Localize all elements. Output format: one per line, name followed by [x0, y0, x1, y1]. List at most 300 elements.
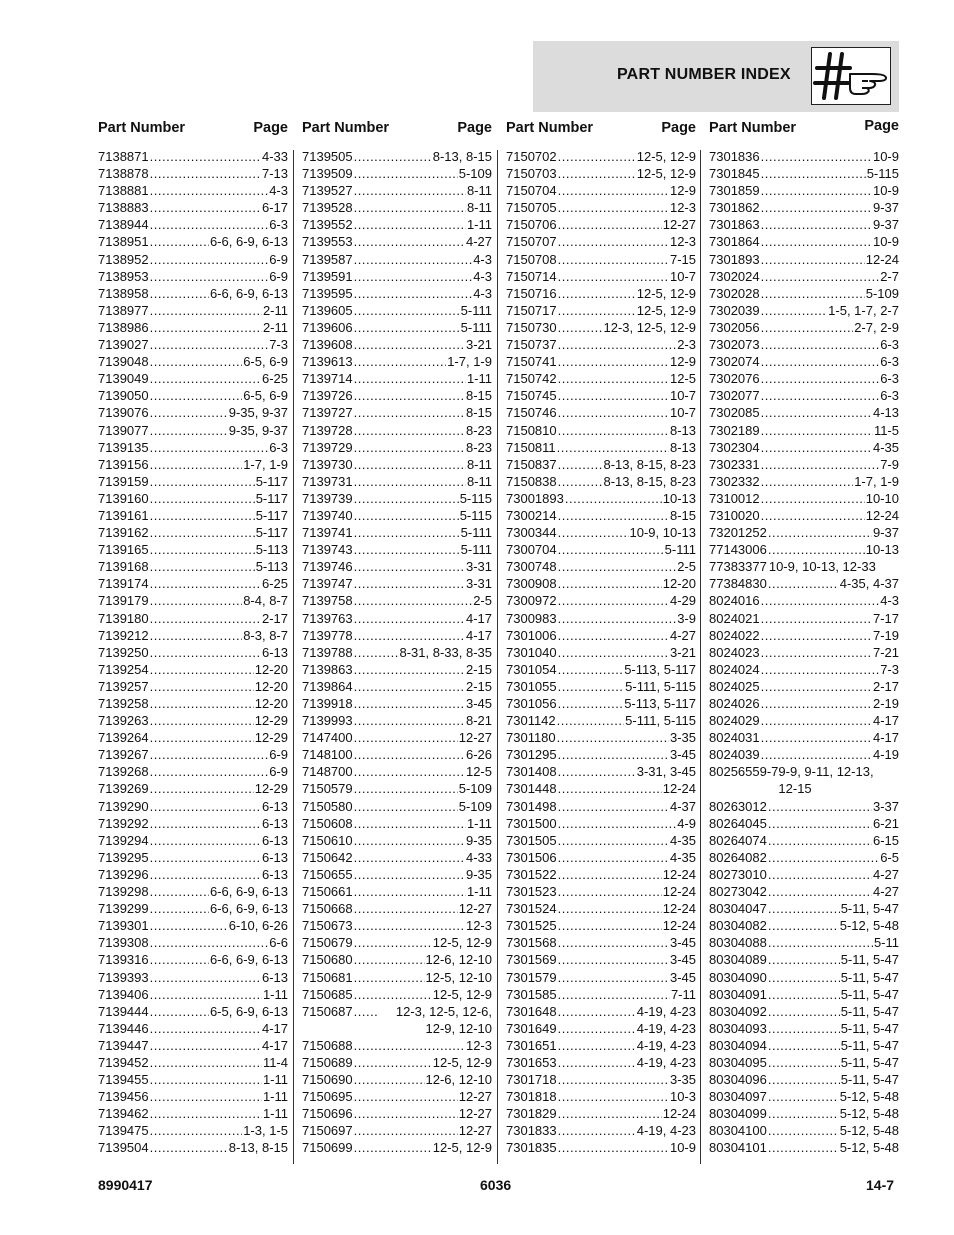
- part-number: 80304099: [709, 1106, 767, 1122]
- part-number: 7139729: [302, 439, 353, 455]
- dot-leader: [558, 524, 629, 541]
- dot-leader: [558, 1088, 669, 1105]
- page-reference: 4-17: [261, 1037, 288, 1053]
- page-reference: 12-20: [254, 696, 288, 711]
- page-reference: 12-5, 12-9: [432, 986, 492, 1002]
- dot-leader: [354, 268, 473, 285]
- dot-leader: [150, 1088, 262, 1105]
- dot-leader: [150, 798, 261, 815]
- page-reference: 11-4: [262, 1054, 288, 1070]
- page-reference: 12-24: [662, 918, 696, 934]
- index-row: [98, 422, 288, 439]
- part-number: 7139863: [302, 661, 353, 677]
- index-row: [709, 746, 899, 763]
- part-number: 7301649: [506, 1020, 557, 1036]
- dot-leader: [558, 507, 669, 524]
- dot-leader: [557, 439, 669, 456]
- dot-leader: [150, 473, 255, 490]
- page-reference: 3-31, 3-45: [636, 764, 696, 780]
- page-reference: 1-11: [466, 217, 492, 233]
- part-number: 7139730: [302, 456, 353, 472]
- part-number-heading: Part Number: [302, 120, 390, 136]
- part-number: 7301579: [506, 969, 557, 985]
- dot-leader: [150, 951, 209, 968]
- part-number: 7139728: [302, 422, 353, 438]
- index-row: [506, 780, 696, 797]
- index-row: [709, 148, 899, 165]
- dot-leader: [558, 883, 662, 900]
- part-number: 7150608: [302, 815, 353, 831]
- index-row: [506, 336, 696, 353]
- part-number: 7301142: [506, 713, 556, 729]
- part-number: 7301568: [506, 935, 557, 951]
- part-number: 7139727: [302, 405, 353, 421]
- page-reference: 3-45: [669, 935, 696, 951]
- part-number: 7139455: [98, 1072, 149, 1088]
- page-reference: 6-13: [261, 969, 288, 985]
- dot-leader: [150, 422, 228, 439]
- page-reference: 2-5: [677, 559, 696, 575]
- index-row: [709, 969, 899, 986]
- page-reference: 3-35: [669, 730, 696, 746]
- part-number: 7301525: [506, 918, 557, 934]
- part-number: 7139591: [302, 268, 353, 284]
- part-number: 7139258: [98, 696, 149, 711]
- page-heading: Page: [864, 118, 899, 134]
- index-row: [709, 182, 899, 199]
- index-row: [709, 336, 899, 353]
- part-number: 80264074: [709, 832, 767, 848]
- dot-leader: [354, 644, 399, 661]
- page-reference: 2-17: [872, 678, 899, 694]
- dot-leader: [354, 490, 459, 507]
- part-number-heading: Part Number: [506, 120, 594, 136]
- page-reference: 10-3: [669, 1089, 696, 1105]
- part-number: 7139162: [98, 525, 149, 541]
- dot-leader: [150, 592, 243, 609]
- dot-leader: [761, 610, 872, 627]
- page-heading: Page: [253, 120, 288, 136]
- dot-leader: [354, 404, 465, 421]
- part-number: 7139746: [302, 559, 353, 575]
- index-row: [506, 353, 696, 370]
- index-list: [709, 148, 899, 1157]
- page-reference: 12-3: [669, 200, 696, 216]
- part-number: 7139509: [302, 166, 353, 182]
- part-number: 7150730: [506, 319, 557, 335]
- index-row: [506, 900, 696, 917]
- part-number: 7150690: [302, 1072, 353, 1088]
- page-reference: 12-27: [458, 901, 492, 917]
- dot-leader: [761, 336, 880, 353]
- dot-leader: [354, 336, 465, 353]
- dot-leader: [558, 644, 669, 661]
- index-row: [302, 712, 492, 729]
- dot-leader: [354, 182, 466, 199]
- index-row: [506, 302, 696, 319]
- dot-leader: [150, 1003, 209, 1020]
- dot-leader: [354, 1139, 432, 1156]
- page-reference: 12-5, 12-9: [636, 166, 696, 182]
- page-reference: 2-7: [880, 268, 899, 284]
- part-number: 7150689: [302, 1054, 353, 1070]
- index-row: [98, 302, 288, 319]
- index-row: [302, 285, 492, 302]
- part-number: 80304082: [709, 918, 767, 934]
- dot-leader: [565, 490, 662, 507]
- part-number: 7139049: [98, 371, 149, 387]
- dot-leader: [150, 1122, 243, 1139]
- index-row: [98, 473, 288, 490]
- dot-leader: [761, 490, 865, 507]
- part-number: 7150706: [506, 217, 557, 233]
- part-number: 7301862: [709, 200, 760, 216]
- index-row: [709, 866, 899, 883]
- dot-leader: [558, 900, 662, 917]
- index-row: [302, 969, 492, 986]
- part-number: 7150708: [506, 251, 557, 267]
- index-row: [709, 353, 899, 370]
- page-reference: 6-3: [880, 388, 899, 404]
- part-number: 7139714: [302, 371, 353, 387]
- page-reference: 10-9: [669, 1140, 696, 1156]
- part-number: 7150746: [506, 405, 557, 421]
- part-number: 7139605: [302, 302, 353, 318]
- dot-leader: [558, 1139, 669, 1156]
- index-row: [709, 678, 899, 695]
- page-reference: 5-113: [255, 542, 288, 558]
- index-row: [98, 610, 288, 627]
- page-reference: 6-5, 6-9: [243, 354, 288, 370]
- index-row: [506, 422, 696, 439]
- dot-leader: [768, 524, 872, 541]
- dot-leader: [558, 1071, 669, 1088]
- part-number: 80273010: [709, 866, 767, 882]
- page-reference: 12-5, 12-10: [425, 969, 492, 985]
- part-number: 80304089: [709, 952, 767, 968]
- dot-leader: [150, 883, 209, 900]
- index-row: [302, 900, 492, 917]
- page-reference: 5-12, 5-48: [839, 1089, 899, 1105]
- dot-leader: [768, 986, 840, 1003]
- dot-leader: [150, 439, 269, 456]
- dot-leader: [558, 319, 603, 336]
- part-number: 7150699: [302, 1140, 353, 1156]
- dot-leader: [558, 233, 669, 250]
- part-number: 7139788: [302, 644, 353, 660]
- part-number: 7139446: [98, 1020, 149, 1036]
- dot-leader: [558, 251, 669, 268]
- dot-leader: [150, 541, 255, 558]
- page-reference: 5-109: [458, 781, 492, 797]
- page-reference: 12-5: [465, 764, 492, 780]
- index-row: [709, 490, 899, 507]
- dot-leader: [558, 695, 624, 712]
- index-row: [302, 917, 492, 934]
- index-row: [98, 746, 288, 763]
- dot-leader: [768, 815, 872, 832]
- dot-leader: [354, 678, 465, 695]
- part-number: 7302073: [709, 337, 760, 353]
- index-row: [506, 524, 696, 541]
- dot-leader: [558, 404, 669, 421]
- index-row: [506, 558, 696, 575]
- page-reference: 6-9: [269, 268, 288, 284]
- index-row: [709, 917, 899, 934]
- dot-leader: [354, 934, 432, 951]
- index-row: [506, 233, 696, 250]
- page-reference: 7-3: [880, 661, 899, 677]
- index-row: [98, 439, 288, 456]
- part-number: 7301006: [506, 627, 557, 643]
- part-number: 7300214: [506, 507, 557, 523]
- dot-leader: [558, 592, 669, 609]
- page-reference: 4-13: [872, 405, 899, 421]
- part-number: 7139447: [98, 1037, 149, 1053]
- page-reference: 4-17: [872, 730, 899, 746]
- page-reference: 6-13: [261, 644, 288, 660]
- dot-leader: [150, 1037, 261, 1054]
- index-row: [709, 883, 899, 900]
- page-reference: 5-111: [460, 542, 492, 558]
- page-reference: 6-9: [269, 747, 288, 763]
- index-row: [302, 610, 492, 627]
- index-row: [506, 832, 696, 849]
- index-row: [302, 678, 492, 695]
- index-row: [98, 969, 288, 986]
- index-row: [98, 233, 288, 250]
- part-number: 7139254: [98, 661, 149, 677]
- page-reference: 1-5, 1-7, 2-7: [828, 302, 899, 318]
- part-number: 7301835: [506, 1140, 557, 1156]
- dot-leader: [354, 849, 465, 866]
- page-reference: 8-11: [466, 183, 492, 199]
- page-reference: 6-13: [261, 815, 288, 831]
- page-reference: 10-7: [669, 388, 696, 404]
- dot-leader: [768, 951, 840, 968]
- index-column-4: [709, 118, 899, 1157]
- part-number: 7139740: [302, 507, 353, 523]
- dot-leader: [150, 216, 269, 233]
- index-row: [506, 1054, 696, 1071]
- page-reference: 6-21: [872, 815, 899, 831]
- part-number: 8024016: [709, 593, 760, 609]
- index-row: [709, 1054, 899, 1071]
- dot-leader: [150, 1054, 262, 1071]
- part-number: 7150838: [506, 473, 557, 489]
- page-reference: 12-29: [254, 781, 288, 797]
- part-number: 7139758: [302, 593, 353, 609]
- dot-leader: [768, 1088, 839, 1105]
- index-row: [302, 199, 492, 216]
- index-row: [506, 473, 696, 490]
- index-row: [302, 456, 492, 473]
- part-number: 7139743: [302, 542, 353, 558]
- part-number: 7150673: [302, 918, 353, 934]
- part-number: 7150642: [302, 849, 353, 865]
- page-reference: 5-12, 5-48: [839, 1123, 899, 1139]
- index-row: [506, 404, 696, 421]
- page-reference: 6-13: [261, 849, 288, 865]
- dot-leader: [768, 1071, 840, 1088]
- part-number: 7139747: [302, 576, 353, 592]
- page-reference: 5-12, 5-48: [839, 1140, 899, 1156]
- page-reference: 12-5, 12-9: [636, 285, 696, 301]
- dot-leader: [354, 541, 460, 558]
- part-number: 7139165: [98, 542, 149, 558]
- part-number: 7139552: [302, 217, 353, 233]
- page-reference: 2-17: [261, 610, 288, 626]
- index-row: [302, 832, 492, 849]
- part-number: 7302085: [709, 405, 760, 421]
- index-row: [506, 1105, 696, 1122]
- part-number: 73201252: [709, 525, 767, 541]
- part-number: 7150579: [302, 781, 353, 797]
- dot-leader: [354, 986, 432, 1003]
- part-number: 7139505: [302, 149, 353, 164]
- dot-leader: [768, 1139, 839, 1156]
- index-row: [302, 934, 492, 951]
- dot-leader: [558, 575, 662, 592]
- index-row: [709, 541, 899, 558]
- index-row: [98, 182, 288, 199]
- index-row: [98, 524, 288, 541]
- part-number: 7138977: [98, 302, 149, 318]
- page-reference: 6-6, 6-9, 6-13: [209, 952, 288, 968]
- page-reference: 12-3, 12-5, 12-6, 12-9, 12-10: [395, 1003, 492, 1036]
- dot-leader: [557, 729, 669, 746]
- part-number: 7301893: [709, 251, 760, 267]
- page-reference: 6-25: [261, 371, 288, 387]
- dot-leader: [150, 387, 243, 404]
- index-row: [506, 541, 696, 558]
- part-number: 7150717: [506, 302, 557, 318]
- index-row: [302, 1037, 492, 1054]
- page-reference: 8-11: [466, 200, 492, 216]
- part-number: 80264082: [709, 849, 767, 865]
- part-number: 7139168: [98, 559, 149, 575]
- part-number: 7139294: [98, 832, 149, 848]
- index-row: [709, 575, 899, 592]
- part-number: 7301863: [709, 217, 760, 233]
- dot-leader: [150, 763, 269, 780]
- dot-leader: [558, 610, 677, 627]
- index-row: [506, 969, 696, 986]
- part-number: 7139269: [98, 781, 149, 797]
- part-number: 7150745: [506, 388, 557, 404]
- column-header: [709, 118, 899, 148]
- dot-leader: [150, 336, 269, 353]
- page-reference: 6-10, 6-26: [228, 918, 288, 934]
- page-reference: 4-19, 4-23: [636, 1037, 696, 1053]
- part-number: 80304047: [709, 901, 767, 917]
- dot-leader: [558, 917, 662, 934]
- index-row: [302, 558, 492, 575]
- page-reference: 5-117: [255, 525, 288, 541]
- page-reference: 8-15: [465, 405, 492, 421]
- index-row: [98, 1054, 288, 1071]
- part-number: 7139292: [98, 815, 149, 831]
- part-number: 7150837: [506, 456, 557, 472]
- part-number: 73001893: [506, 490, 564, 506]
- page-reference: 7-13: [261, 166, 288, 182]
- part-number: 8024031: [709, 730, 760, 746]
- part-number: 7150681: [302, 969, 353, 985]
- index-row: [98, 763, 288, 780]
- index-row: [506, 575, 696, 592]
- part-number: 7301056: [506, 696, 557, 711]
- dot-leader: [354, 866, 465, 883]
- page-reference: 12-5, 12-9: [432, 935, 492, 951]
- part-number: 7301585: [506, 986, 557, 1002]
- part-number: 7301653: [506, 1054, 557, 1070]
- page-reference: 3-35: [669, 1072, 696, 1088]
- dot-leader: [558, 1020, 636, 1037]
- part-number: 7139595: [302, 285, 353, 301]
- part-number: 7150810: [506, 422, 557, 438]
- index-row: [709, 422, 899, 439]
- column-header: [98, 118, 288, 148]
- index-row: [302, 575, 492, 592]
- index-row: [98, 900, 288, 917]
- index-column-1: [98, 118, 288, 1157]
- index-row: [302, 353, 492, 370]
- index-row: [506, 678, 696, 695]
- dot-leader: [354, 1003, 379, 1020]
- dot-leader: [558, 370, 669, 387]
- part-number: 7148700: [302, 764, 353, 780]
- part-number: 7138881: [98, 183, 149, 199]
- index-row: [709, 1037, 899, 1054]
- page-reference: 6-5, 6-9: [243, 388, 288, 404]
- part-number: 7302076: [709, 371, 760, 387]
- page-reference: 5-113: [255, 559, 288, 575]
- part-number: 7150702: [506, 149, 557, 164]
- part-number: 7301498: [506, 798, 557, 814]
- part-number: 7300972: [506, 593, 557, 609]
- page-reference: 8-11: [466, 456, 492, 472]
- part-number: 8024023: [709, 644, 760, 660]
- page-reference: 8-13, 8-15: [432, 149, 492, 164]
- page-reference: 12-3, 12-5, 12-9: [603, 319, 696, 335]
- part-number: 7300344: [506, 525, 557, 541]
- part-number: 7138944: [98, 217, 149, 233]
- page-reference: 3-45: [669, 747, 696, 763]
- page-reference: 5-115: [459, 507, 492, 523]
- dot-leader: [558, 1122, 636, 1139]
- index-row: [98, 780, 288, 797]
- page-reference: 9-35: [465, 832, 492, 848]
- page-reference: 7-21: [872, 644, 899, 660]
- page-reference: 4-37: [669, 798, 696, 814]
- dot-leader: [768, 849, 879, 866]
- dot-leader: [558, 285, 636, 302]
- part-number: 7301523: [506, 884, 557, 900]
- part-number: 7300908: [506, 576, 557, 592]
- index-row: [506, 1071, 696, 1088]
- dot-leader: [558, 216, 662, 233]
- page-reference: 3-21: [465, 337, 492, 353]
- part-number: 7150685: [302, 986, 353, 1002]
- dot-leader: [761, 746, 872, 763]
- index-row: [98, 627, 288, 644]
- part-number: 7301506: [506, 849, 557, 865]
- index-row: [98, 575, 288, 592]
- dot-leader: [761, 268, 880, 285]
- page-reference: 6-3: [269, 217, 288, 233]
- page-reference: 6-13: [261, 798, 288, 814]
- part-number: 7138953: [98, 268, 149, 284]
